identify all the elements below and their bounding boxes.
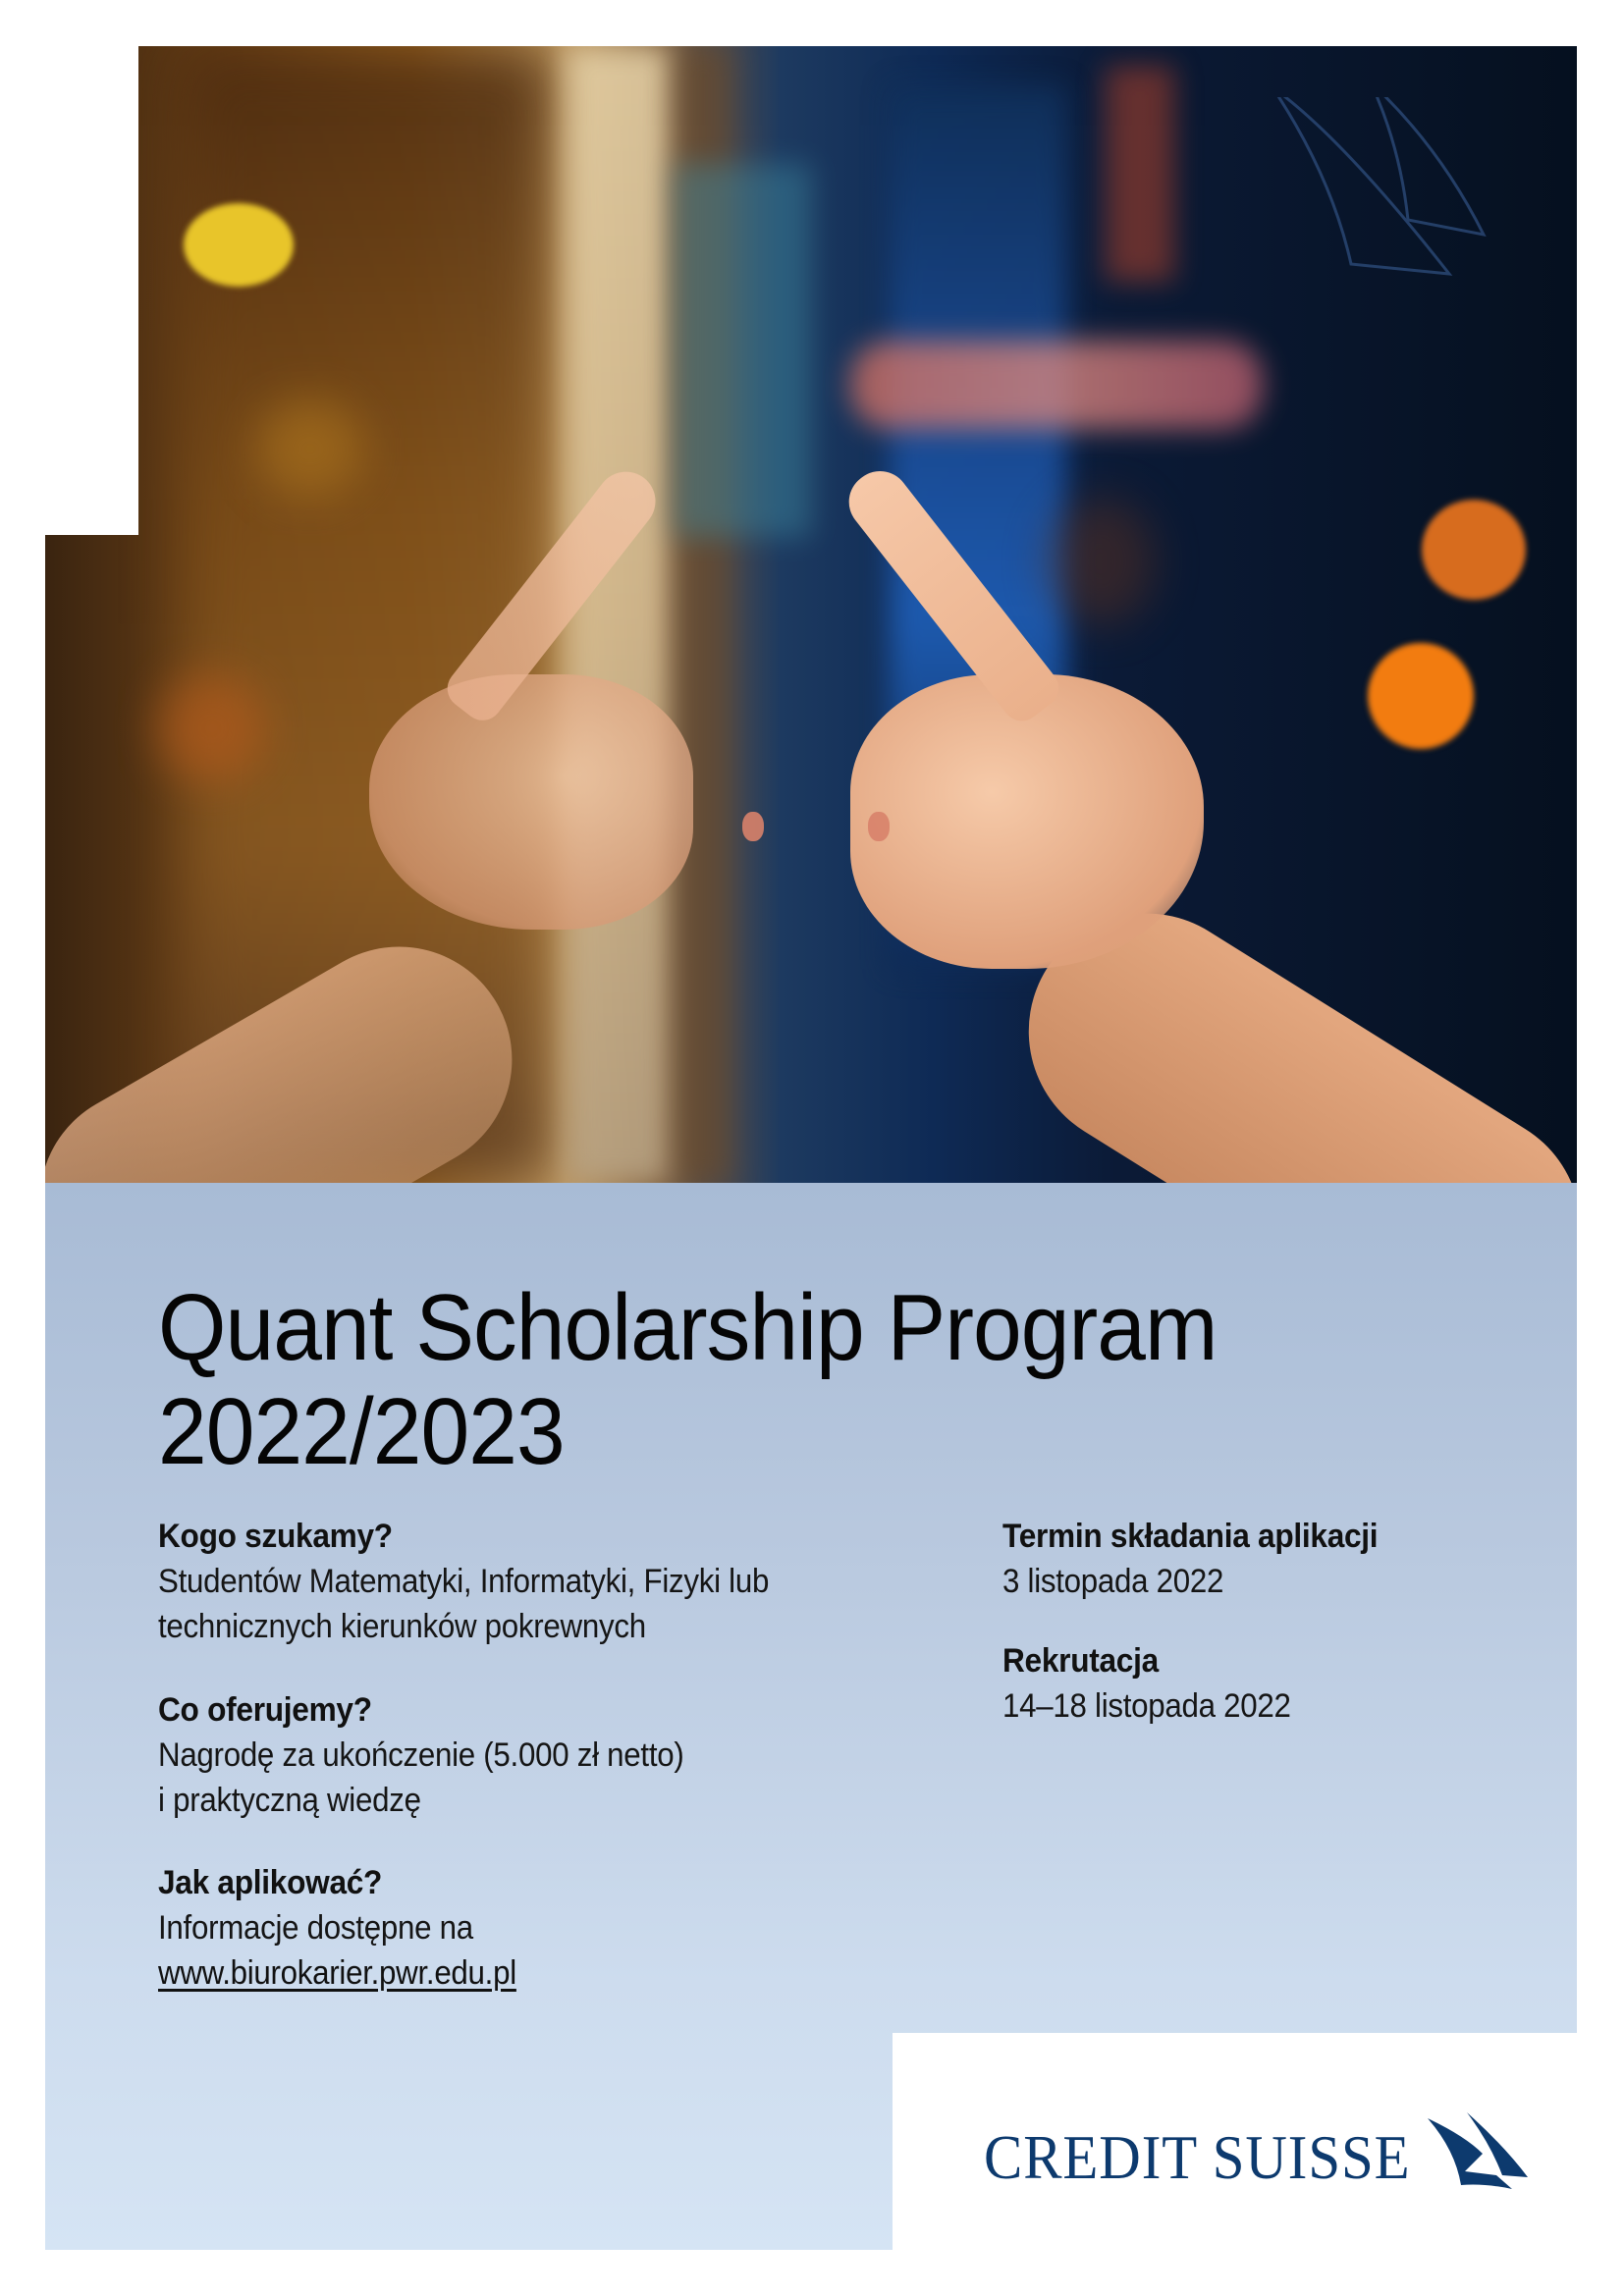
bokeh-yellow	[184, 203, 294, 287]
section-heading: Rekrutacja	[1002, 1642, 1159, 1680]
light-column	[566, 46, 674, 1183]
thumb-nail	[868, 812, 890, 841]
bokeh-orange-bottom	[1368, 643, 1474, 749]
credit-suisse-sails-icon	[1426, 2110, 1532, 2199]
section-offer	[158, 1687, 730, 1823]
bokeh-amber	[256, 400, 364, 498]
pink-light-band	[850, 341, 1263, 429]
section-text: i praktyczną wiedzę	[158, 1782, 421, 1819]
red-light	[1106, 66, 1174, 282]
section-recruitment	[1002, 1638, 1316, 1729]
section-heading: Kogo szukamy?	[158, 1518, 393, 1555]
career-office-link[interactable]: www.biurokarier.pwr.edu.pl	[158, 1954, 516, 1992]
reflected-hand	[369, 674, 693, 930]
sail-outline-icon	[1253, 97, 1489, 294]
hero-photo	[45, 46, 1577, 1183]
section-deadline	[1002, 1514, 1406, 1604]
page-title	[158, 1276, 1217, 1484]
section-heading: Jak aplikować?	[158, 1864, 383, 1901]
section-text: Informacje dostępne na	[158, 1909, 473, 1947]
section-apply	[158, 1860, 548, 1996]
section-text: 3 listopada 2022	[1002, 1563, 1224, 1600]
section-text: Studentów Matematyki, Informatyki, Fizyki lub	[158, 1563, 770, 1600]
section-text: technicznych kierunków pokrewnych	[158, 1608, 646, 1645]
credit-suisse-logo-text: CREDIT SUISSE	[984, 2122, 1411, 2192]
teal-light	[674, 164, 811, 537]
section-who	[158, 1514, 822, 1649]
bokeh-orange-left	[158, 674, 266, 782]
section-text: 14–18 listopada 2022	[1002, 1687, 1291, 1725]
section-heading: Termin składania aplikacji	[1002, 1518, 1379, 1555]
title-line-1: Quant Scholarship Program	[158, 1275, 1218, 1380]
bokeh-dim	[1047, 498, 1155, 625]
title-line-2: 2022/2023	[158, 1379, 565, 1484]
thumb-nail-reflection	[742, 812, 764, 841]
section-heading: Co oferujemy?	[158, 1691, 372, 1729]
section-text: Nagrodę za ukończenie (5.000 zł netto)	[158, 1736, 684, 1774]
bokeh-orange-top	[1422, 500, 1526, 600]
